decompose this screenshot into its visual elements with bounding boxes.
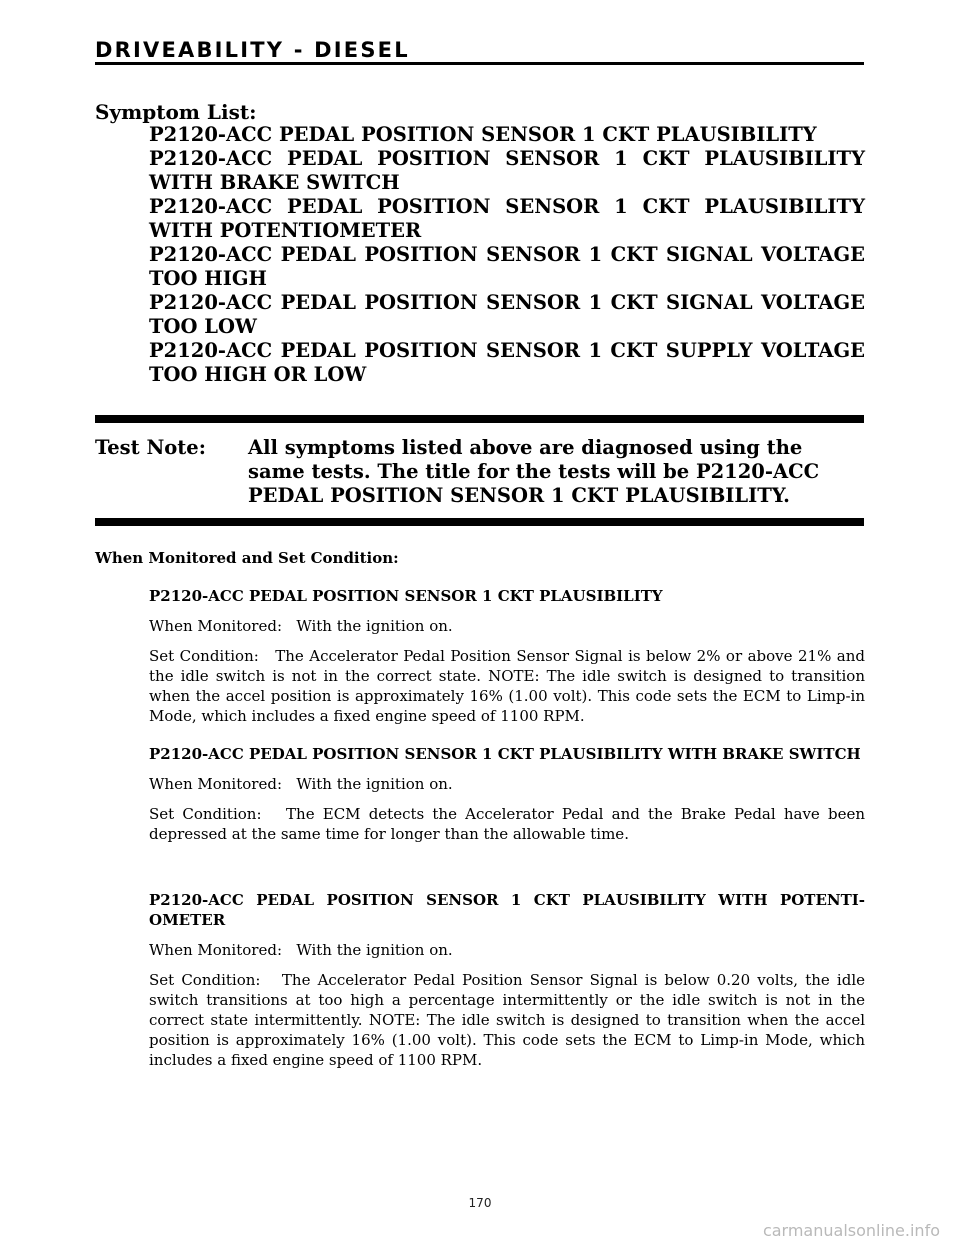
when-monitored-label: When Monitored: bbox=[149, 941, 282, 959]
section-title: DRIVEABILITY - DIESEL bbox=[95, 38, 410, 62]
set-condition-label: Set Condition: bbox=[149, 971, 261, 989]
set-condition-label: Set Condition: bbox=[149, 805, 262, 823]
header-rule bbox=[95, 62, 864, 65]
monitor-entry bbox=[149, 890, 865, 1070]
symptom-item: P2120-ACC PEDAL POSITION SENSOR 1 CKT SIGNAL VOLTAGE TOO LOW bbox=[149, 291, 865, 338]
dtc-code: P2120-ACC PEDAL POSITION SENSOR 1 CKT PLAUSIBILITY bbox=[149, 587, 663, 605]
when-monitored-text: With the ignition on. bbox=[296, 775, 453, 793]
symptom-item: P2120-ACC PEDAL POSITION SENSOR 1 CKT PLAUSIBILITY WITH BRAKE SWITCH bbox=[149, 147, 865, 194]
symptom-item: P2120-ACC PEDAL POSITION SENSOR 1 CKT PLAUSIBILITY bbox=[149, 123, 817, 146]
symptom-list bbox=[149, 123, 865, 387]
divider-rule bbox=[95, 518, 864, 526]
when-monitored-label: When Monitored: bbox=[149, 775, 282, 793]
set-condition-text: The Accelerator Pedal Position Sensor Signal is below 0.20 volts, the idle switch transitions at too high a percentage intermittently or the idle switch is not in the correct state intermittently. NOTE: The idle switch is designed to transition when the accel position is approximately 16% (1.00 volt). This code sets the ECM to Limp-in Mode, which includes a fixed engine speed of 1100 RPM. bbox=[149, 971, 865, 1069]
divider-rule bbox=[95, 415, 864, 423]
set-condition bbox=[149, 804, 865, 844]
when-monitored bbox=[149, 940, 865, 960]
when-monitored bbox=[149, 774, 865, 794]
set-condition bbox=[149, 646, 865, 726]
test-note-label: Test Note: bbox=[95, 436, 206, 459]
page-number: 170 bbox=[468, 1196, 492, 1210]
when-monitored-text: With the ignition on. bbox=[296, 617, 453, 635]
symptom-item: P2120-ACC PEDAL POSITION SENSOR 1 CKT PLAUSIBILITY WITH POTENTIOMETER bbox=[149, 195, 865, 242]
dtc-code: P2120-ACC PEDAL POSITION SENSOR 1 CKT PLAUSIBILITY WITH BRAKE SWITCH bbox=[149, 745, 861, 763]
set-condition-label: Set Condition: bbox=[149, 647, 259, 665]
when-monitored-label: When Monitored: bbox=[149, 617, 282, 635]
set-condition bbox=[149, 970, 865, 1070]
symptom-item: P2120-ACC PEDAL POSITION SENSOR 1 CKT SIGNAL VOLTAGE TOO HIGH bbox=[149, 243, 865, 290]
dtc-code: P2120-ACC PEDAL POSITION SENSOR 1 CKT PLAUSIBILITY WITH POTENTI-OMETER bbox=[149, 891, 865, 929]
symptom-list-heading: Symptom List: bbox=[95, 100, 257, 124]
set-condition-text: The Accelerator Pedal Position Sensor Signal is below 2% or above 21% and the idle switch is not in the correct state. NOTE: The idle switch is designed to transition when the accel position is approximately 16% (1.00 volt). This code sets the ECM to Limp-in Mode, which includes a fixed engine speed of 1100 RPM. bbox=[149, 647, 865, 725]
watermark[interactable]: carmanualsonline.info bbox=[762, 1221, 940, 1240]
when-monitored bbox=[149, 616, 865, 636]
symptom-item: P2120-ACC PEDAL POSITION SENSOR 1 CKT SUPPLY VOLTAGE TOO HIGH OR LOW bbox=[149, 339, 865, 386]
monitor-entry bbox=[149, 586, 865, 726]
monitoring-heading: When Monitored and Set Condition: bbox=[95, 549, 399, 567]
test-note-text: All symptoms listed above are diagnosed using the same tests. The title for the tests will be P2120-ACC PEDAL POSITION SENSOR 1 CKT PLAUSIBILITY. bbox=[248, 436, 820, 507]
monitor-entry bbox=[149, 744, 865, 844]
when-monitored-text: With the ignition on. bbox=[296, 941, 453, 959]
set-condition-text: The ECM detects the Accelerator Pedal and the Brake Pedal have been depressed at the same time for longer than the allowable time. bbox=[149, 805, 865, 843]
